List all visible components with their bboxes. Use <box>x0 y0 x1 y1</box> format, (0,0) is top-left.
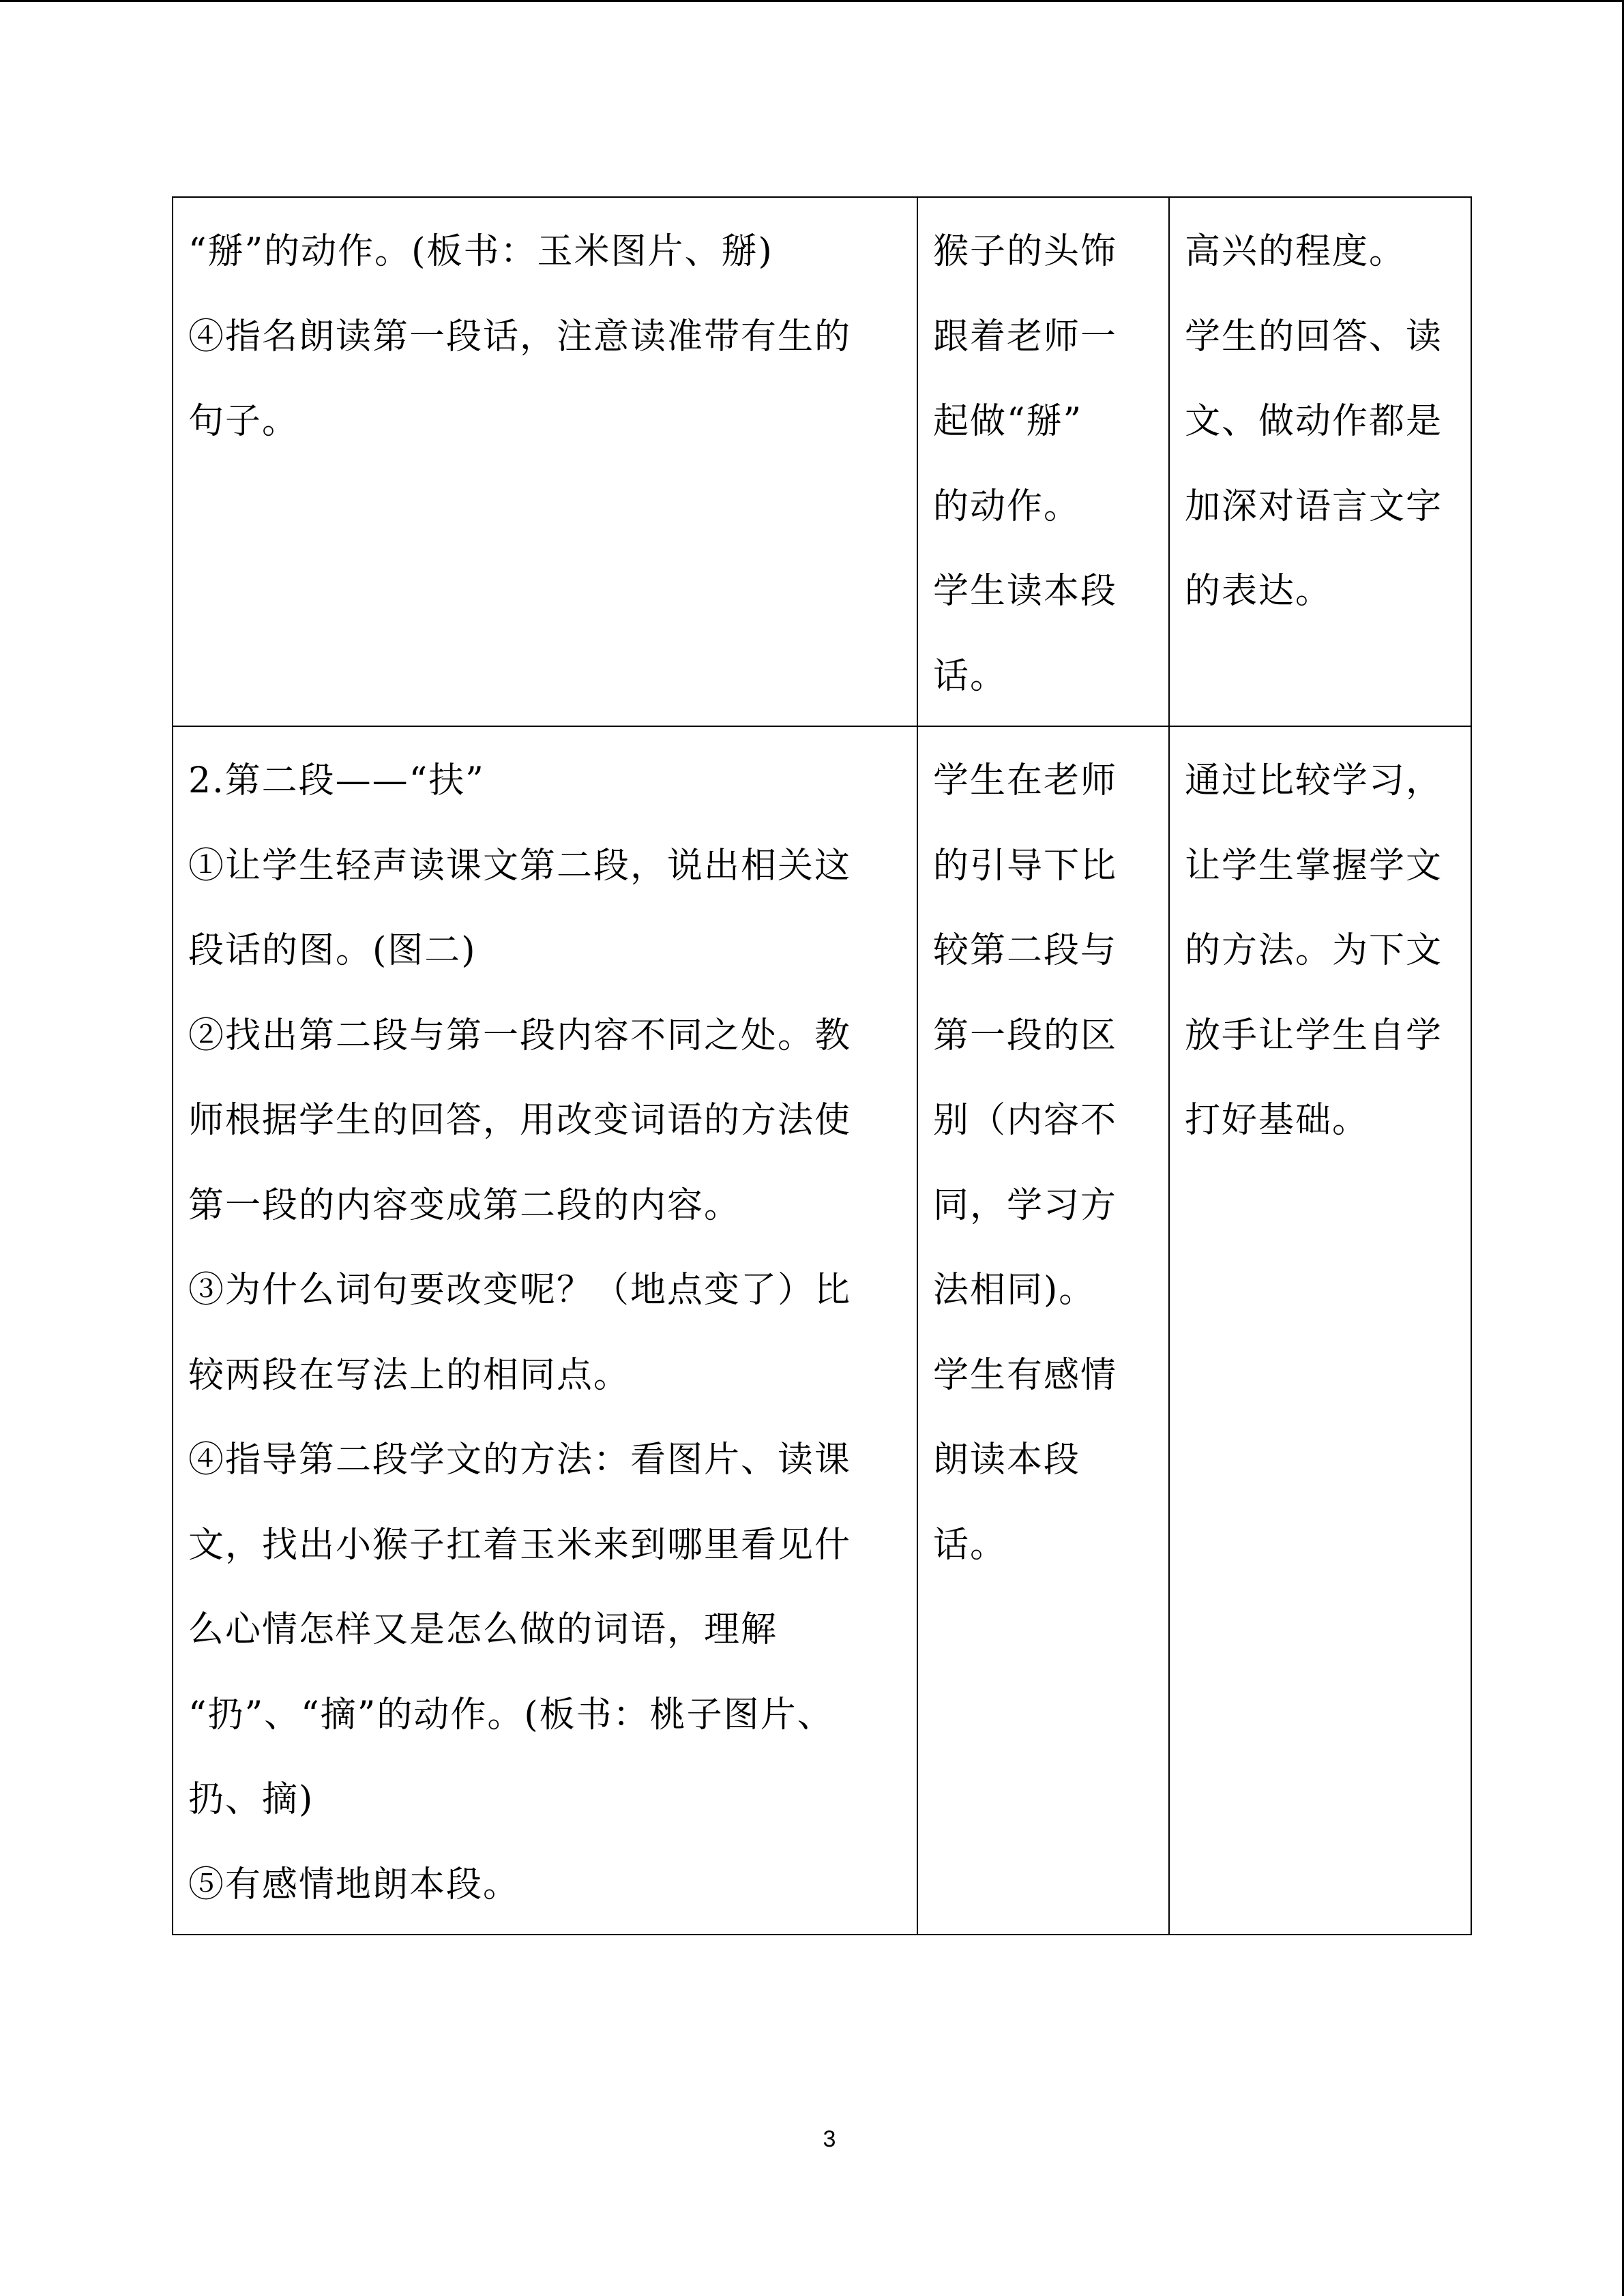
text-line: 跟着老师一 <box>933 316 1118 357</box>
text-line: 第一段的内容变成第二段的内容。 <box>188 1184 741 1226</box>
text-line: 朗读本段 <box>933 1440 1081 1480</box>
text-line: 放手让学生自学 <box>1185 1015 1443 1056</box>
page-number: 3 <box>823 2126 836 2152</box>
design-intent-cell <box>1169 726 1471 1935</box>
text-line: 法相同)。 <box>933 1270 1096 1311</box>
text-line: 的引导下比 <box>933 845 1118 886</box>
text-line: ①让学生轻声读课文第二段，说出相关这 <box>188 845 852 886</box>
text-line: 的动作。 <box>933 486 1081 527</box>
text-line: 起做“掰” <box>933 401 1083 442</box>
text-line: 的方法。为下文 <box>1185 930 1443 971</box>
text-line: ②找出第二段与第一段内容不同之处。教 <box>188 1015 852 1056</box>
text-line: 别（内容不 <box>933 1100 1118 1141</box>
text-line: 的表达。 <box>1185 571 1333 612</box>
text-line: 扔、摘) <box>188 1779 314 1820</box>
text-line: 打好基础。 <box>1185 1100 1370 1141</box>
text-line: 猴子的头饰 <box>933 231 1118 272</box>
text-line: 师根据学生的回答，用改变词语的方法使 <box>188 1100 852 1141</box>
text-line: “扔”、“摘”的动作。(板书：桃子图片、 <box>188 1694 834 1735</box>
text-line: 学生有感情 <box>933 1354 1118 1396</box>
student-activity-cell <box>917 197 1169 726</box>
text-line: 让学生掌握学文 <box>1185 845 1443 886</box>
text-line: 话。 <box>933 655 1007 697</box>
text-line: 么心情怎样又是怎么做的词语，理解 <box>188 1609 778 1650</box>
text-line: 较两段在写法上的相同点。 <box>188 1354 631 1396</box>
text-line: ③为什么词句要改变呢？（地点变了）比 <box>188 1270 852 1311</box>
text-line: ④指导第二段学文的方法：看图片、读课 <box>188 1440 852 1480</box>
text-line: 同，学习方 <box>933 1184 1118 1226</box>
text-line: 加深对语言文字 <box>1185 486 1443 527</box>
text-line: 文、做动作都是 <box>1185 401 1443 442</box>
text-line: 较第二段与 <box>933 930 1118 971</box>
text-line: 学生在老师 <box>933 760 1118 801</box>
design-intent-cell <box>1169 197 1471 726</box>
text-line: 句子。 <box>188 401 299 442</box>
text-line: 学生的回答、读 <box>1185 316 1443 357</box>
text-line: ⑤有感情地朗本段。 <box>188 1864 520 1905</box>
text-line: ④指名朗读第一段话，注意读准带有生的 <box>188 316 852 357</box>
text-line: 2.第二段——“扶” <box>188 760 485 801</box>
text-line: 高兴的程度。 <box>1185 231 1406 272</box>
teacher-activity-cell <box>173 197 917 726</box>
teacher-activity-cell <box>173 726 917 1935</box>
text-line: “掰”的动作。(板书：玉米图片、掰) <box>188 231 773 272</box>
table-row <box>173 197 1471 726</box>
text-line: 话。 <box>933 1524 1007 1566</box>
lesson-plan-table <box>172 196 1472 1935</box>
table-row <box>173 726 1471 1935</box>
text-line: 学生读本段 <box>933 571 1118 612</box>
text-line: 通过比较学习， <box>1185 760 1443 801</box>
text-line: 文，找出小猴子扛着玉米来到哪里看见什 <box>188 1524 852 1566</box>
text-line: 段话的图。(图二) <box>188 930 477 971</box>
text-line: 第一段的区 <box>933 1015 1118 1056</box>
student-activity-cell <box>917 726 1169 1935</box>
